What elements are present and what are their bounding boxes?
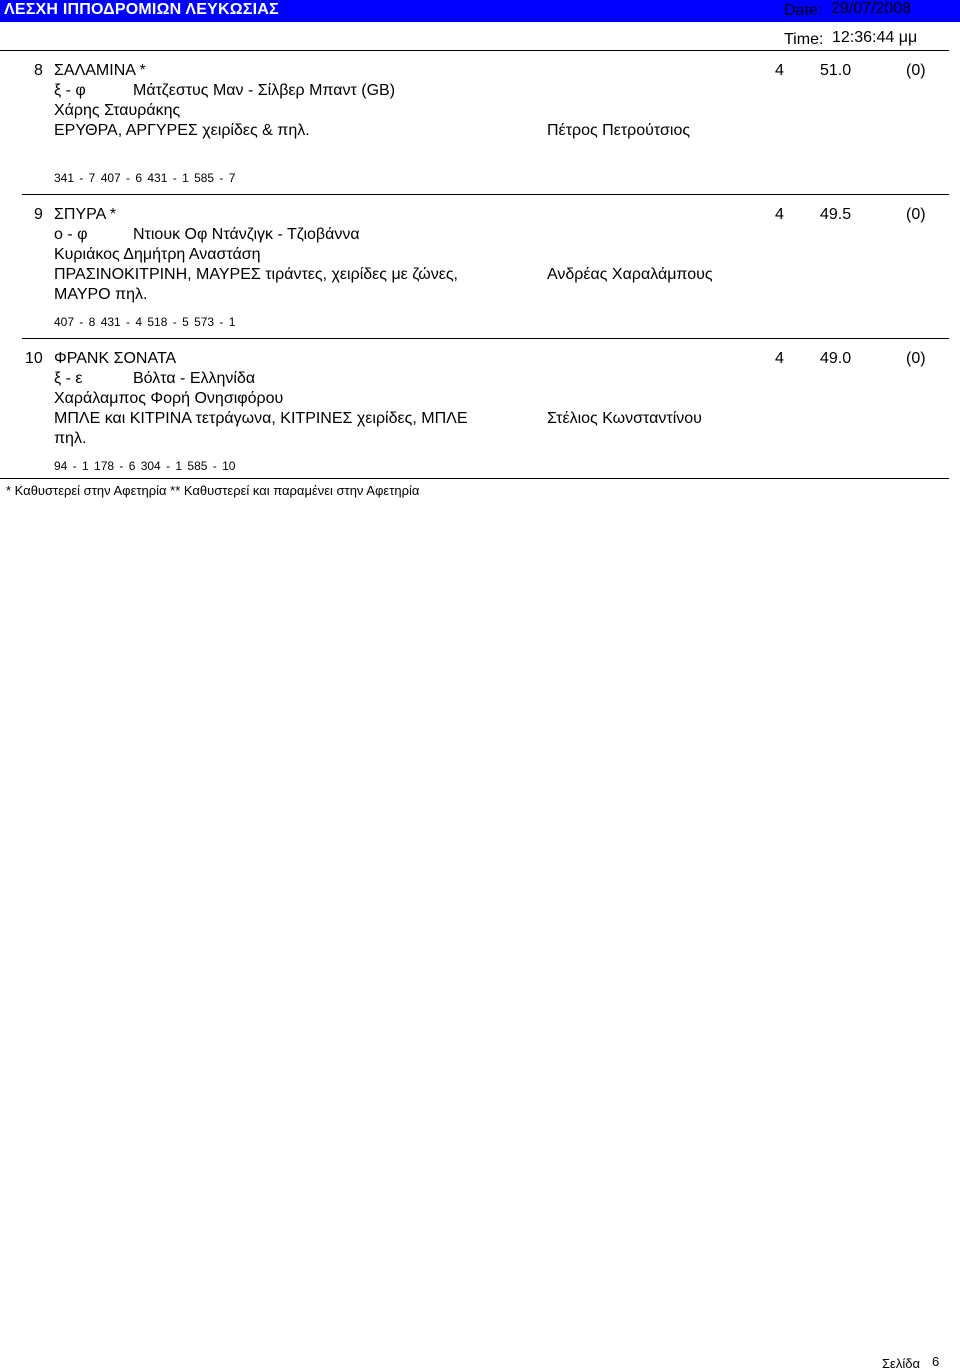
draw: 4 <box>775 62 784 79</box>
racing-colors-continued: πηλ. <box>54 430 87 447</box>
weight: 49.5 <box>820 206 852 223</box>
time-label: Time: <box>784 31 824 48</box>
footer-divider <box>0 478 949 479</box>
sex-color: ξ - φ <box>54 82 86 99</box>
trainer: Ανδρέας Χαραλάμπους <box>547 266 713 283</box>
trainer: Πέτρος Πετρούτσιος <box>547 122 691 139</box>
racing-colors-continued: ΜΑΥΡΟ πηλ. <box>54 286 148 303</box>
draw: 4 <box>775 206 784 223</box>
date-label: Date: <box>784 2 823 19</box>
horse-name: ΣΑΛΑΜΙΝΑ * <box>54 62 146 79</box>
form-history: 94 - 1 178 - 6 304 - 1 585 - 10 <box>54 459 236 473</box>
trainer: Στέλιος Κωνσταντίνου <box>547 410 702 427</box>
entry-number: 8 <box>34 62 43 79</box>
racing-colors: ΠΡΑΣΙΝΟΚΙΤΡΙΝΗ, ΜΑΥΡΕΣ τιράντες, χειρίδες με ζώνες, <box>54 266 458 283</box>
allowance: (0) <box>906 62 926 79</box>
sex-color: ο - φ <box>54 226 88 243</box>
allowance: (0) <box>906 206 926 223</box>
pedigree: Μάτζεστυς Μαν - Σίλβερ Μπαντ (GB) <box>133 82 396 99</box>
page-label: Σελίδα <box>882 1356 920 1371</box>
entry-number: 9 <box>34 206 43 223</box>
racing-colors: ΜΠΛΕ και ΚΙΤΡΙΝΑ τετράγωνα, ΚΙΤΡΙΝΕΣ χειρίδες, ΜΠΛΕ <box>54 410 468 427</box>
sex-color: ξ - ε <box>54 370 83 387</box>
owner: Χαράλαμπος Φορή Ονησιφόρου <box>54 390 284 407</box>
allowance: (0) <box>906 350 926 367</box>
footnote-legend: * Καθυστερεί στην Αφετηρία ** Καθυστερεί και παραμένει στην Αφετηρία <box>6 483 420 498</box>
entry-divider <box>22 194 949 195</box>
horse-name: ΦΡΑΝΚ ΣΟΝΑΤΑ <box>54 350 177 367</box>
page-number: 6 <box>932 1354 940 1369</box>
time-value: 12:36:44 μμ <box>832 29 918 46</box>
form-history: 407 - 8 431 - 4 518 - 5 573 - 1 <box>54 315 236 329</box>
club-title: ΛΕΣΧΗ ΙΠΠΟΔΡΟΜΙΩΝ ΛΕΥΚΩΣΙΑΣ <box>4 1 279 18</box>
entry-number: 10 <box>25 350 43 367</box>
header-divider <box>0 50 949 51</box>
owner: Κυριάκος Δημήτρη Αναστάση <box>54 246 261 263</box>
form-history: 341 - 7 407 - 6 431 - 1 585 - 7 <box>54 171 236 185</box>
horse-name: ΣΠΥΡΑ * <box>54 206 117 223</box>
entry-divider <box>22 338 949 339</box>
weight: 49.0 <box>820 350 852 367</box>
date-value: 29/07/2008 <box>831 0 912 17</box>
pedigree: Βόλτα - Ελληνίδα <box>133 370 256 387</box>
pedigree: Ντιουκ Οφ Ντάνζιγκ - Τζιοβάννα <box>133 226 360 243</box>
weight: 51.0 <box>820 62 852 79</box>
racing-colors: ΕΡΥΘΡΑ, ΑΡΓΥΡΕΣ χειρίδες & πηλ. <box>54 122 310 139</box>
draw: 4 <box>775 350 784 367</box>
owner: Χάρης Σταυράκης <box>54 102 181 119</box>
